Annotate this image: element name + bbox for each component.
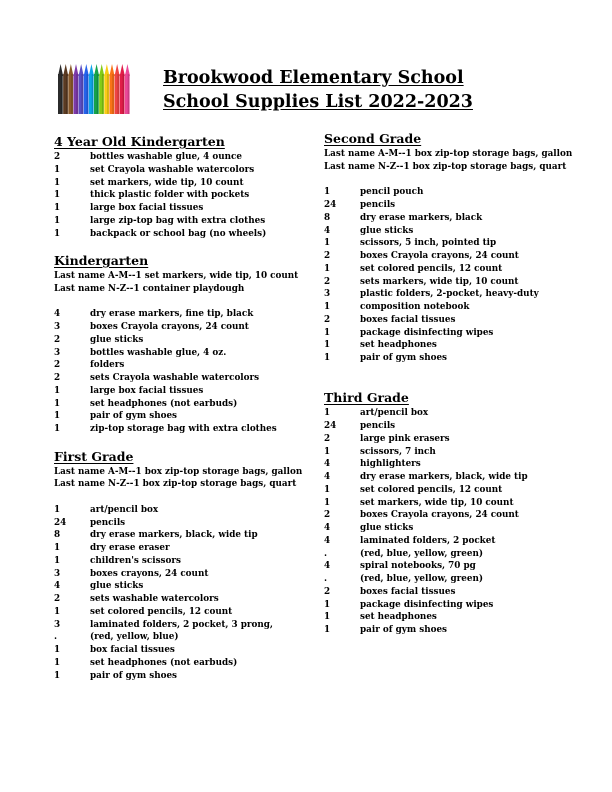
item-quantity: 8 [324,212,331,223]
pencil-shade [76,74,78,114]
item-description: glue sticks [360,225,414,236]
item-quantity: 1 [324,484,331,495]
last-name-note: Last name N-Z--1 container playdough [54,283,245,294]
pencil-shade [97,74,99,114]
item-description: set headphones (not earbuds) [90,657,238,668]
item-quantity: 2 [324,314,331,325]
item-quantity: 2 [54,373,61,383]
item-description: dry erase eraser [90,543,170,553]
supply-item [324,186,569,199]
section-heading: Second Grade [324,131,422,146]
item-quantity: 1 [54,190,61,201]
supply-item [54,580,304,593]
item-description: pencil pouch [360,187,424,198]
supply-item [54,385,304,398]
section-third-grade [324,390,569,637]
item-description: glue sticks [90,581,144,592]
supply-item [324,446,569,459]
page-title [163,66,493,114]
section-heading: Third Grade [324,390,409,406]
item-quantity: 1 [54,398,61,409]
item-description: sets Crayola washable watercolors [90,373,260,383]
item-quantity: 3 [324,289,331,300]
last-name-note: Last name N-Z--1 box zip-top storage bags, quart [54,479,297,490]
item-quantity: 4 [324,459,331,470]
last-name-note: Last name A-M--1 set markers, wide tip, 10 count [54,271,299,281]
supply-item [54,334,304,347]
item-description: box facial tissues [90,645,175,655]
item-description: highlighters [360,459,421,470]
item-description: package disinfecting wipes [360,599,494,610]
item-quantity: 1 [54,228,61,239]
item-quantity: 1 [54,385,61,396]
supply-item [54,398,304,411]
pencil-shade [123,74,125,114]
supply-item [324,288,569,301]
item-quantity: 4 [324,523,331,533]
item-description: bottles washable glue, 4 ounce [90,152,242,162]
item-description: boxes Crayola crayons, 24 count [90,322,249,332]
supply-item [324,573,569,586]
item-quantity: 1 [54,411,61,422]
item-description: set markers, wide tip, 10 count [90,177,244,188]
item-quantity: 1 [324,187,331,198]
item-quantity: 4 [324,225,331,236]
spacer [54,491,304,504]
pencil-shade [87,74,89,114]
item-description: package disinfecting wipes [360,327,494,338]
supply-item [324,276,569,289]
item-quantity: . [54,632,58,643]
supply-item [54,164,304,177]
supply-item [54,631,304,644]
pencil-shade [61,74,63,114]
item-quantity: 2 [324,433,331,444]
item-quantity: . [324,548,328,559]
supply-item [54,347,304,360]
item-quantity: 1 [324,238,331,249]
item-description: boxes facial tissues [360,586,456,597]
school-name: Brookwood Elementary School [163,68,464,88]
item-quantity: 1 [324,612,331,623]
item-quantity: 1 [324,327,331,338]
item-quantity: 2 [324,276,331,287]
item-description: folders [90,360,125,371]
item-quantity: 24 [324,200,337,210]
item-quantity: 3 [54,619,61,630]
supply-item [54,657,304,670]
item-quantity: 1 [324,446,331,457]
pencil-shade [102,74,104,114]
item-quantity: 1 [54,657,61,668]
supply-item [54,228,304,241]
section-kindergarten [54,253,304,436]
item-description: plastic folders, 2-pocket, heavy-duty [360,289,539,300]
item-description: laminated folders, 2 pocket [360,535,496,546]
supply-item [324,250,569,263]
item-description: children's scissors [90,555,181,566]
pencil-shade [128,74,130,114]
item-description: thick plastic folder with pockets [90,190,250,201]
section-heading: First Grade [54,448,134,464]
item-quantity: 1 [324,497,331,508]
supply-item [54,202,304,215]
supply-item [324,433,569,446]
item-quantity: 1 [54,504,61,515]
item-description: pair of gym shoes [360,353,448,363]
supply-item [324,199,569,212]
item-description: sets washable watercolors [90,594,219,604]
supply-item [324,352,569,365]
item-description: large zip-top bag with extra clothes [90,215,266,226]
pencil-shade [81,74,83,114]
supply-item [324,522,569,535]
supply-item [54,555,304,568]
supply-item [324,420,569,433]
item-description: pencils [360,421,396,431]
supply-item [54,151,304,164]
supply-item [54,644,304,657]
item-description: set Crayola washable watercolors [90,164,255,175]
last-name-note: Last name N-Z--1 box zip-top storage bags, quart [324,161,567,172]
supply-item [54,177,304,190]
spacer [54,436,304,449]
supply-item [324,535,569,548]
item-quantity: 1 [54,670,61,681]
supply-item [324,624,569,637]
spacer [324,378,569,391]
supply-item [324,263,569,276]
supply-item [54,568,304,581]
supply-item [54,517,304,530]
item-quantity: 1 [54,164,61,175]
item-description: large box facial tissues [90,203,204,213]
item-quantity: 2 [324,586,331,597]
item-description: spiral notebooks, 70 pg [360,561,476,572]
item-description: dry erase markers, fine tip, black [90,309,254,320]
item-quantity: 1 [54,424,61,434]
item-quantity: 1 [324,625,331,635]
section-first-grade [54,449,304,683]
item-description: dry erase markers, black [360,212,483,223]
item-quantity: 1 [324,263,331,274]
item-quantity: 1 [54,203,61,213]
item-description: backpack or school bag (no wheels) [90,228,267,239]
supply-item [324,301,569,314]
supply-item [324,611,569,624]
item-quantity: 1 [54,177,61,188]
supply-item [54,423,304,436]
spacer [54,296,304,309]
item-description: pair of gym shoes [360,625,448,635]
spacer [54,240,304,253]
supply-item [54,410,304,423]
item-quantity: 1 [324,302,331,312]
supply-item [324,458,569,471]
item-quantity: 3 [54,347,61,358]
item-quantity: 1 [324,340,331,351]
last-name-note: Last name A-M--1 box zip-top storage bags, gallon [324,149,573,159]
section-heading: Kindergarten [54,253,149,268]
item-description: pair of gym shoes [90,411,178,422]
item-quantity: 24 [324,421,337,431]
item-description: pair of gym shoes [90,670,178,681]
supply-item [324,327,569,340]
item-description: large box facial tissues [90,385,204,396]
item-description: set colored pencils, 12 count [360,263,503,274]
item-quantity: 1 [54,543,61,553]
item-quantity: 2 [54,152,61,162]
supply-item [324,407,569,420]
item-description: set headphones (not earbuds) [90,398,238,409]
pencil-shade [117,74,119,114]
item-quantity: . [324,574,328,584]
supply-item [54,619,304,632]
supply-item [324,212,569,225]
spacer [324,365,569,378]
supply-item [324,237,569,250]
item-description: boxes facial tissues [360,314,456,325]
item-quantity: 3 [54,322,61,332]
item-quantity: 4 [54,581,61,592]
section-4-year-old-kindergarten [54,134,304,240]
item-description: art/pencil box [360,408,429,419]
supply-item [324,471,569,484]
supply-item [324,314,569,327]
item-quantity: 1 [324,599,331,610]
item-quantity: 1 [324,353,331,363]
item-description: set colored pencils, 12 count [90,606,233,617]
supply-item [324,560,569,573]
item-description: large pink erasers [360,433,450,444]
supply-item [54,504,304,517]
pencil-shade [71,74,73,114]
item-description: glue sticks [360,523,414,533]
item-quantity: 24 [54,517,67,528]
item-description: pencils [90,517,126,528]
item-description: set headphones [360,612,437,623]
item-quantity: 2 [324,251,331,261]
item-quantity: 4 [324,535,331,546]
supply-item [324,599,569,612]
supply-item [54,321,304,334]
supply-item [324,509,569,522]
item-description: boxes crayons, 24 count [90,568,209,579]
item-quantity: 1 [54,645,61,655]
right-column [324,131,573,637]
item-quantity: 4 [324,472,331,482]
item-description: boxes Crayola crayons, 24 count [360,251,519,261]
pencil-shade [107,74,109,114]
item-description: boxes Crayola crayons, 24 count [360,510,519,521]
item-description: laminated folders, 2 pocket, 3 prong, [90,619,273,630]
supply-item [54,606,304,619]
item-description: sets markers, wide tip, 10 count [360,276,519,287]
item-description: set markers, wide tip, 10 count [360,497,514,508]
item-description: (red, blue, yellow, green) [360,574,484,584]
supply-item [54,529,304,542]
section-second-grade [324,131,573,365]
pencil-shade [112,74,114,114]
colored-pencils-icon [58,64,130,114]
item-description: set colored pencils, 12 count [360,484,503,495]
item-description: zip-top storage bag with extra clothes [90,424,277,434]
item-description: (red, yellow, blue) [90,632,179,643]
item-description: dry erase markers, black, wide tip [360,472,528,482]
supply-item [54,215,304,228]
supply-item [324,225,569,238]
list-title: School Supplies List 2022-2023 [163,92,473,112]
left-column [54,134,304,682]
pencil-shade [66,74,68,114]
item-quantity: 3 [54,568,61,579]
last-name-note: Last name A-M--1 box zip-top storage bags, gallon [54,466,303,477]
supply-item [54,308,304,321]
item-quantity: 2 [324,510,331,521]
pencil-shade [92,74,94,114]
supply-item [54,359,304,372]
item-description: dry erase markers, black, wide tip [90,530,258,541]
item-quantity: 4 [324,561,331,572]
item-description: composition notebook [360,302,470,312]
item-quantity: 2 [54,334,61,345]
supply-item [324,339,569,352]
item-quantity: 1 [54,555,61,566]
item-quantity: 4 [54,309,61,320]
item-description: bottles washable glue, 4 oz. [90,347,227,358]
item-description: scissors, 5 inch, pointed tip [360,238,497,249]
supply-item [54,372,304,385]
item-description: art/pencil box [90,504,159,515]
item-quantity: 1 [54,215,61,226]
item-description: (red, blue, yellow, green) [360,548,484,559]
supply-item [324,548,569,561]
supply-item [324,484,569,497]
supply-item [324,586,569,599]
supply-item [54,542,304,555]
item-description: pencils [360,200,396,210]
section-heading: 4 Year Old Kindergarten [54,134,225,149]
spacer [324,174,569,187]
item-description: glue sticks [90,334,144,345]
item-quantity: 1 [54,606,61,617]
supply-item [54,593,304,606]
item-description: set headphones [360,340,437,351]
supply-item [324,497,569,510]
item-quantity: 2 [54,360,61,371]
item-quantity: 1 [324,408,331,419]
supply-item [54,189,304,202]
item-quantity: 2 [54,594,61,604]
item-quantity: 8 [54,530,61,541]
item-description: scissors, 7 inch [360,446,436,457]
supply-item [54,670,304,683]
